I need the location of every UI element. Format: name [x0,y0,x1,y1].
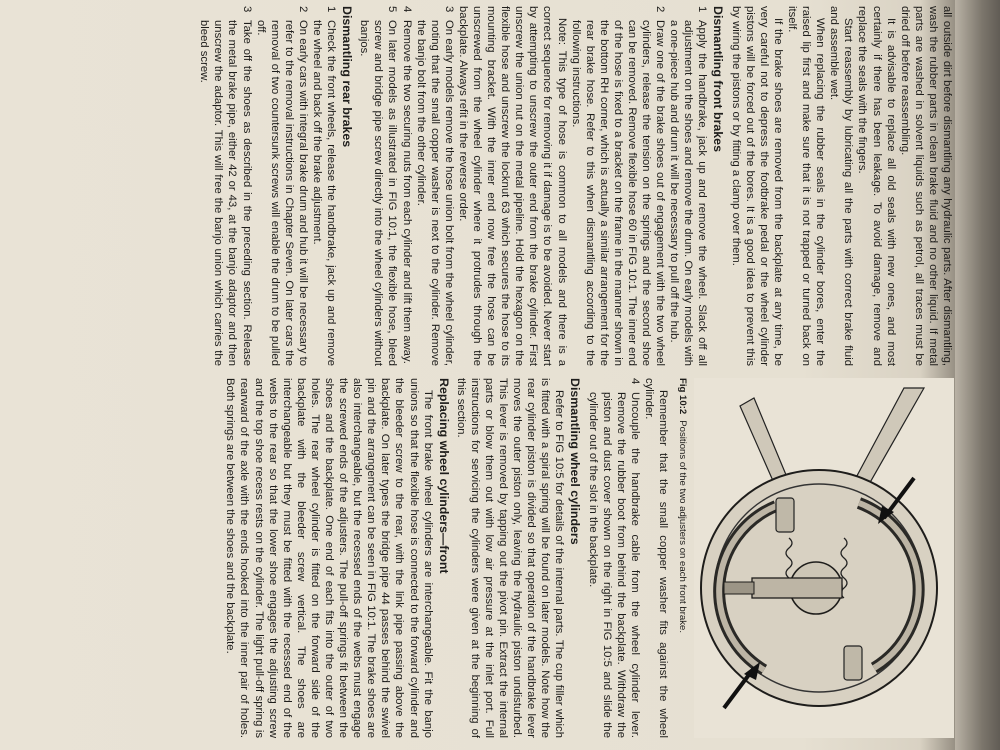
step-number: 3 [442,6,455,13]
step-text: On later models as illustrated in FIG 10:1, the flexible hose, bleed screw and bridge pipe screw directly into the wheel cylinders without banjos. [358,20,399,366]
step-number: 3 [240,6,253,13]
book-spine [955,0,1000,750]
wheel-cylinders-paragraph: Refer to FIG 10:5 for details of the internal parts. The cup filler which is fitted with a spiral spring will be found on later models. Note how the rear cylinder piston is divided so that operation of the handbrake lever moves the outer piston only, leaving the hydraulic piston undisturbed. This lever is removed by tapping out the pivot pin. Extract the internal parts or blow them out with low air pressure at the inlet port. Full instructions for servicing the cylinders were given at the beginning of this section. [454,378,566,738]
list-item [585,378,641,738]
note-paragraph: Note: This type of hose is common to all models and there is a correct sequence for removing it if damage is to be avoided. Never start by attempting to unscrew the outer end from the brake cylinder. First unscrew the union nut on the metal pipeline. Hold the hexagon on the flexible hose and unscrew the locknut 63 which secures the hose to its mounting bracket. With the inner end now free the hose can be unscrewed from the wheel cylinder where it protrudes through the backplate. Always refit in the reverse order. [456,6,568,366]
step-number: 2 [296,6,309,13]
rear-brakes-heading: Dismantling rear brakes [340,6,355,148]
intro-paragraph: Start reassembly by lubricating all the parts with correct brake fluid and assemble wet. [828,6,855,366]
step-number: 4 [400,6,413,13]
intro-paragraph: If the brake shoes are removed from the backplate at any time, be very careful not to depress the footbrake pedal or the wheel cylinder pistons will be forced out of the bores. It is a good idea to prevent this by wiring the pistons or by fitting a clamp over them. [729,6,784,366]
front-steps-list-continued [357,6,456,366]
step-number: 5 [386,6,399,13]
list-item [310,6,338,366]
front-brake-drawing [694,378,954,738]
list-item [667,6,709,366]
continuation-paragraph: Remember that the small copper washer fits against the wheel cylinder. [642,378,669,738]
step-text: On early models remove the hose union bolt from the wheel cylinder, noting that the small copper washer is next to the cylinder. Remove the banjo bolt from the other cylinder. [414,20,455,366]
brake-illustration [694,378,954,738]
figure-label: Fig 10:2 [677,378,688,415]
front-brakes-heading: Dismantling front brakes [711,6,726,152]
intro-paragraph: all outside dirt before dismantling any hydraulic parts. After dismantling, wash the rubber parts in clean brake fluid and no other liquid. If metal parts are washed in solvent liquids such as petrol, all traces must be dried off before reassembling. [898,6,953,366]
list-item [357,6,399,366]
left-column [197,6,954,366]
list-item [254,6,310,366]
step-text: Check the front wheels, release the handbrake, jack up and remove the wheel and back off the brake adjustment. [311,20,338,366]
list-item [197,6,253,366]
replacing-cylinders-paragraph: The front brake wheel cylinders are interchangeable. Fit the banjo unions so that the flexible hose is connected to the forward cylinder and the bleeder screw to the rear, with the link pipe passing above the backplate. On later types the bridge pipe 44 passes behind the swivel pin and the arrangement can be seen in FIG 10:1. The brake shoes are also interchangeable, but the recessed ends of the webs must engage the screwed ends of the adjusters. The pull-off springs fit between the shoes and the backplate. One end of each fits into the outer of two holes. The rear wheel cylinder is fitted on the forward side of the backplate with the bleeder screw vertical. The shoes are interchangeable but they must be fitted with the recessed end of the webs to the rear so that the lower shoe engages the adjusting screw and the top shoe recess rests on the cylinder. The light pull-off spring is rearward of the axle with the ends hooked into the inner pair of holes. Both springs are between the shoes and the backplate. [224,378,434,738]
figure-caption [676,378,688,738]
step-text: On early cars with integral brake drum and hub it will be necessary to refer to the removal instructions in Chapter Seven. On later cars the removal of two countersunk screws will enable the drum to be pulled off. [254,20,309,366]
continued-steps-list [585,378,641,738]
step-text: Apply the handbrake, jack up and remove the wheel. Slack off all adjustment on the shoes and remove the drum. On early models with a one-piece hub and drum it will be necessary to pull off the hub. [668,20,709,366]
replacing-cylinders-heading: Replacing wheel cylinders—front [436,378,451,574]
step-number: 4 [628,378,641,385]
figure-caption-text: Positions of the two adjusters on each front brake. [677,420,688,634]
step-text: Remove the two securing nuts from each cylinder and lift them away. [400,20,413,364]
step-text: Take off the shoes as described in the preceding section. Release the metal brake pipe, either 42 or 43, at the banjo adaptor and then unscrew the adaptor. This will free the banjo union which carries the bleed screw. [198,20,253,366]
list-item [399,6,413,366]
list-item [569,6,668,366]
rear-steps-list [197,6,338,366]
step-number: 2 [654,6,667,13]
wheel-cylinders-heading: Dismantling wheel cylinders [568,378,583,545]
step-number: 1 [696,6,709,13]
front-steps-list [569,6,710,366]
step-text: Draw one of the brake shoes out of engagement with the two wheel cylinders, release the tension on the springs and the second shoe can be removed. Remove flexible hose 60 in FIG 10:1. The inner end of the hose is fixed to a bracket on the frame in the manner shown in the bottom RH corner, which is actually a similar arrangement for the rear brake hose. Refer to this when dismantling according to the following instructions. [569,20,667,366]
right-column [223,378,954,738]
step-text: Uncouple the handbrake cable from the wheel cylinder lever. Remove the rubber boot from behind the backplate. Withdraw the piston and dust cover shown on the right in FIG 10:5 and slide the cylinder out of the slot in the backplate. [586,392,641,738]
step-number: 1 [325,6,338,13]
list-item [414,6,456,366]
intro-paragraph: When replacing the rubber seals in the cylinder bores, enter the raised lip first and make sure that it is not trapped or turned back on itself. [785,6,827,366]
intro-paragraph: It is advisable to replace all old seals with new ones, and most certainly if there has been leakage. To avoid damage, remove and replace the seals with the fingers. [856,6,897,366]
